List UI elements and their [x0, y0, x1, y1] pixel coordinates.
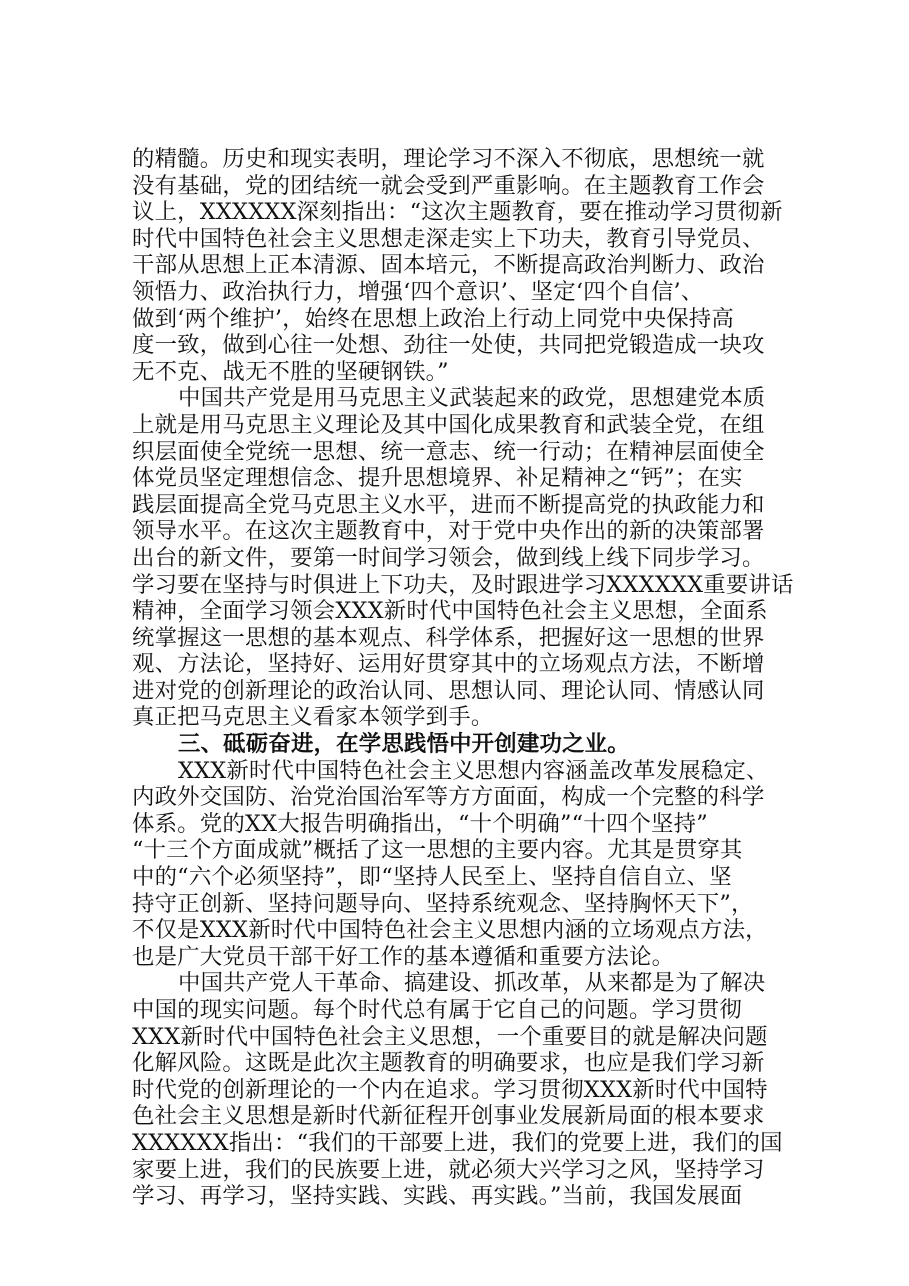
text-line: “十三个方面成就”概括了这一思想的主要内容。尤其是贯穿其	[132, 837, 743, 864]
text-line: 体系。党的XX大报告明确指出，“十个明确”“十四个坚持”	[132, 810, 708, 837]
text-line: 内政外交国防、治党治国治军等方方面面，构成一个完整的科学	[132, 784, 765, 811]
text-line: 中国共产党人干革命、搞建设、抓改革，从来都是为了解决	[178, 970, 766, 997]
text-line: 体党员坚定理想信念、提升思想境界、补足精神之“钙”；在实	[132, 465, 743, 492]
text-line: 中国的现实问题。每个时代总有属于它自己的问题。学习贯彻	[132, 997, 742, 1023]
text-line: 色社会主义思想是新时代新征程开创事业发展新局面的根本要求	[132, 1103, 765, 1130]
text-line: 的精髓。历史和现实表明，理论学习不深入不彻底，思想统一就	[132, 146, 765, 172]
text-line: 无不克、战无不胜的坚硬钢铁。”	[132, 358, 449, 385]
text-line: 出台的新文件，要第一时间学习领会，做到线上线下同步学习。	[132, 544, 765, 571]
document-body	[132, 146, 814, 1210]
text-line: 学习要在坚持与时俱进上下功夫，及时跟进学习XXXXXX重要讲话	[132, 571, 794, 598]
text-line: 领导水平。在这次主题教育中，对于党中央作出的新的决策部署	[132, 518, 765, 545]
text-line: 没有基础，党的团结统一就会受到严重影响。在主题教育工作会	[132, 172, 765, 199]
text-line: 上就是用马克思主义理论及其中国化成果教育和武装全党，在组	[132, 411, 765, 438]
text-line: 进对党的创新理论的政治认同、思想认同、理论认同、情感认同	[132, 677, 765, 704]
text-line: 化解风险。这既是此次主题教育的明确要求，也应是我们学习新	[132, 1050, 765, 1077]
text-line: 议上，XXXXXX深刻指出：“这次主题教育，要在推动学习贯彻新	[132, 199, 783, 226]
text-line: 时代中国特色社会主义思想走深走实上下功夫，教育引导党员、	[132, 225, 765, 252]
text-line: 干部从思想上正本清源、固本培元，不断提高政治判断力、政治	[132, 252, 765, 279]
text-line: 观、方法论，坚持好、运用好贯穿其中的立场观点方法，不断增	[132, 651, 765, 678]
text-line: 持守正创新、坚持问题导向、坚持系统观念、坚持胸怀天下”，	[132, 890, 754, 917]
text-line: 践层面提高全党马克思主义水平，进而不断提高党的执政能力和	[132, 491, 765, 518]
text-line: 中国共产党是用马克思主义武装起来的政党，思想建党本质	[178, 385, 766, 412]
text-line: 时代党的创新理论的一个内在追求。学习贯彻XXX新时代中国特	[132, 1076, 768, 1103]
text-line: 精神，全面学习领会XXX新时代中国特色社会主义思想，全面系	[132, 598, 768, 625]
text-line: 中的“六个必须坚持”，即“坚持人民至上、坚持自信自立、坚	[132, 864, 732, 891]
text-line: XXX新时代中国特色社会主义思想内容涵盖改革发展稳定、	[178, 757, 769, 784]
text-line: 织层面使全党统一思想、统一意志、统一行动；在精神层面使全	[132, 438, 765, 465]
text-line: 不仅是XXX新时代中国特色社会主义思想内涵的立场观点方法，	[132, 917, 768, 944]
text-line: XXX新时代中国特色社会主义思想，一个重要目的就是解决问题	[132, 1023, 768, 1050]
text-line: 做到‘两个维护’，始终在思想上政治上行动上同党中央保持高	[132, 305, 734, 332]
text-line: 度一致，做到心往一处想、劲往一处使，共同把党锻造成一块攻	[132, 332, 765, 359]
text-line: 统掌握这一思想的基本观点、科学体系，把握好这一思想的世界	[132, 624, 765, 651]
text-line: 学习、再学习，坚持实践、实践、再实践。”当前，我国发展面	[132, 1183, 743, 1210]
text-line: 也是广大党员干部干好工作的基本遵循和重要方法论。	[132, 943, 675, 970]
text-line: XXXXXX指出：“我们的干部要上进，我们的党要上进，我们的国	[132, 1129, 783, 1156]
text-line: 领悟力、政治执行力，增强‘四个意识’、坚定‘四个自信’、	[132, 278, 704, 305]
text-line: 真正把马克思主义看家本领学到手。	[132, 704, 494, 731]
section-heading: 三、砥砺奋进，在学思践悟中开创建功之业。	[178, 731, 630, 758]
text-line: 家要上进，我们的民族要上进，就必须大兴学习之风，坚持学习	[132, 1156, 765, 1183]
